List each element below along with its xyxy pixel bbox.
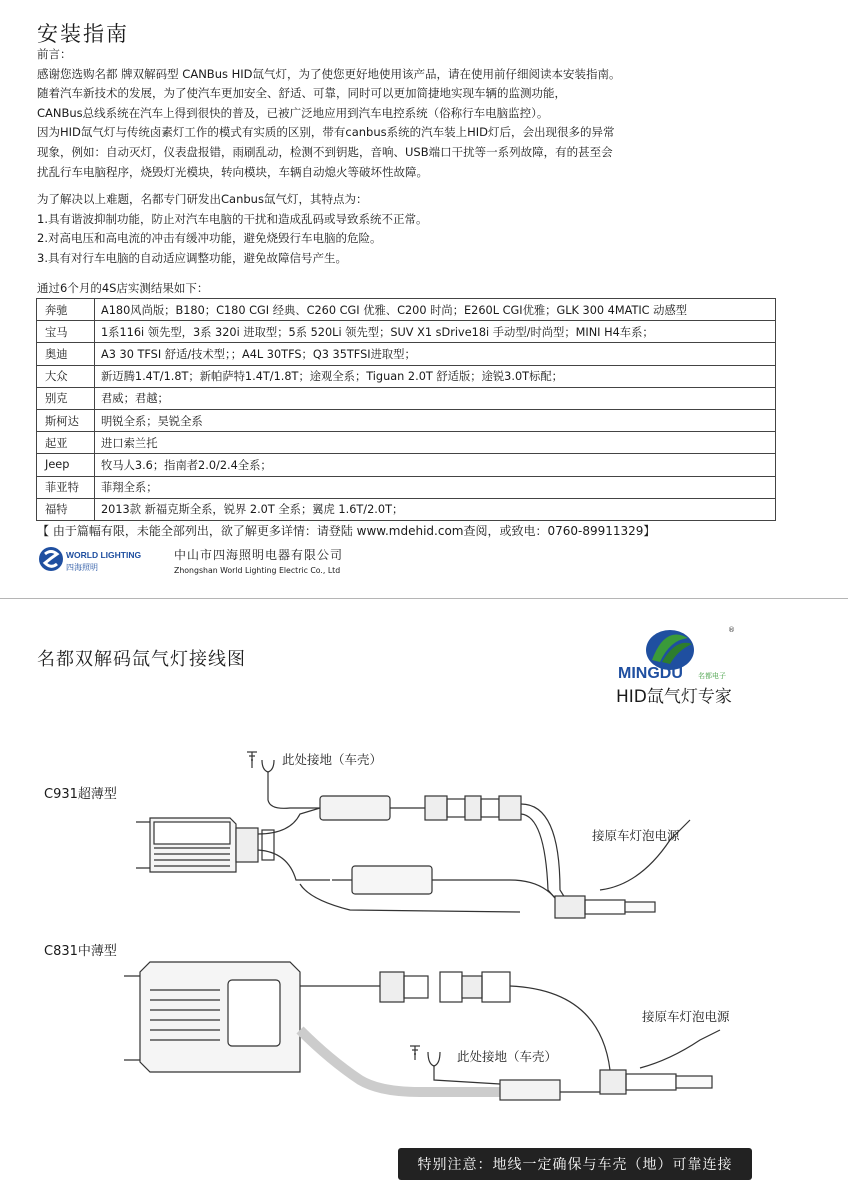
models-cell: A180风尚版；B180；C180 CGI 经典、C260 CGI 优雅、C200 时尚；E260L CGI优雅；GLK 300 4MATIC 动感型 [95,299,776,321]
brand-cell: 奥迪 [37,343,95,365]
company-name-en: Zhongshan World Lighting Electric Co., Ltd [174,566,341,575]
brand-cell: 别克 [37,387,95,409]
table-row [37,343,776,365]
brand-slogan: HID氙气灯专家 [616,687,732,707]
c831-model-label: C831中薄型 [44,944,117,959]
logo-wordmark: WORLD LIGHTING [66,550,142,560]
canbus-decoder [352,866,432,894]
models-cell: 2013款 新福克斯全系，锐界 2.0T 全系；翼虎 1.6T/2.0T； [95,498,776,520]
intro-line: 前言： [37,47,72,61]
intro-line: 扰乱行车电脑程序，烧毁灯光模块，转向模块，车辆自动熄火等破坏性故障。 [37,164,428,179]
section-divider [0,598,848,599]
table-row [37,387,776,409]
models-cell: A3 30 TFSI 舒适/技术型；；A4L 30TFS；Q3 35TFSI进取型； [95,343,776,365]
decoder-module [320,796,390,820]
company-name [174,546,343,575]
intro-line: 感谢您选购名都 牌双解码型 CANBus HID氙气灯，为了使您更好地使用该产品，请在使用前仔细阅读本安装指南。 [37,66,621,81]
c831-ground-label: 此处接地（车壳） [457,1049,558,1064]
wiring-diagram-title: 名都双解码氙气灯接线图 [37,649,246,670]
models-cell: 牧马人3.6；指南者2.0/2.4全系； [95,454,776,476]
c931-model-label: C931超薄型 [44,787,117,802]
table-row [37,409,776,431]
logo-wordmark-cn: 四海照明 [66,563,98,572]
c931-ground-label: 此处接地（车壳） [282,752,383,767]
models-cell: 新迈腾1.4T/1.8T；新帕萨特1.4T/1.8T；途观全系；Tiguan 2.0T 舒适版；途锐3.0T标配； [95,365,776,387]
ground-warning-banner: 特别注意：地线一定确保与车壳（地）可靠连接 [398,1148,752,1180]
brand-cell: 福特 [37,498,95,520]
table-caption: 通过6个月的4S店实测结果如下： [37,281,209,295]
models-cell: 进口索兰托 [95,432,776,454]
c831-bulb-base [600,1070,626,1094]
installation-guide [0,0,848,598]
ground-icon [247,752,257,768]
table-row [37,365,776,387]
ground-icon [410,1046,420,1060]
compatible-cars-table [36,298,776,521]
models-cell: 菲翔全系； [95,476,776,498]
feature-line: 2.对高电压和高电流的冲击有缓冲功能，避免烧毁行车电脑的危险。 [37,231,382,246]
c931-power-label: 接原车灯泡电源 [592,828,680,843]
page-title: 安装指南 [37,22,129,46]
models-cell: 君威；君越； [95,387,776,409]
registered-mark: ® [728,626,735,634]
wiring-diagram [0,700,848,1140]
table-row [37,454,776,476]
table-row [37,476,776,498]
c831-power-label: 接原车灯泡电源 [642,1009,730,1024]
brand-cell: 菲亚特 [37,476,95,498]
contact-note: 【 由于篇幅有限，未能全部列出，欲了解更多详情：请登陆 www.mdehid.com查阅，或致电：0760-89911329】 [37,524,656,538]
table-row [37,432,776,454]
brand-cell: Jeep [37,454,95,476]
feature-paragraph [37,190,427,268]
brand-cell: 大众 [37,365,95,387]
brand-cell: 起亚 [37,432,95,454]
mingdu-sub: 名都电子 [698,672,726,680]
brand-cell: 奔驰 [37,299,95,321]
feature-line: 3.具有对行车电脑的自动适应调整功能，避免故障信号产生。 [37,250,347,265]
intro-line: CANBus总线系统在汽车上得到很快的普及，已被广泛地应用到汽车电控系统（俗称行车电脑监控）。 [37,105,549,120]
intro-line: 因为HID氙气灯与传统卤素灯工作的模式有实质的区别，带有canbus系统的汽车装上HID灯后，会出现很多的异常 [37,125,615,140]
models-cell: 1系116i 领先型，3系 320i 进取型；5系 520Li 领先型；SUV X1 sDrive18i 手动型/时尚型；MINI H4车系； [95,321,776,343]
table-row [37,498,776,520]
intro-paragraph [37,45,621,182]
company-name-cn: 中山市四海照明电器有限公司 [174,548,344,562]
brand-cell: 宝马 [37,321,95,343]
mingdu-wordmark: MINGDU [618,665,683,682]
world-lighting-logo [38,544,142,574]
table-row [37,321,776,343]
c831-assembly [124,962,720,1100]
feature-line: 1.具有谐波抑制功能，防止对汽车电脑的干扰和造成乱码或导致系统不正常。 [37,211,428,226]
table-row [37,299,776,321]
ground-terminal [262,760,274,772]
intro-line: 现象，例如：自动灭灯，仪表盘报错，雨刷乱动，检测不到钥匙，音响、USB端口干扰等一系列故障，有的甚至会 [37,144,613,159]
feature-line: 为了解决以上难题，名都专门研发出Canbus氙气灯，其特点为： [37,192,368,206]
c931-bulb-base [555,896,585,918]
models-cell: 明锐全系；昊锐全系 [95,409,776,431]
intro-line: 随着汽车新技术的发展，为了使汽车更加安全、舒适、可靠，同时可以更加简捷地实现车辆的监测功能， [37,86,566,101]
brand-cell: 斯柯达 [37,409,95,431]
c931-ballast [136,818,258,872]
